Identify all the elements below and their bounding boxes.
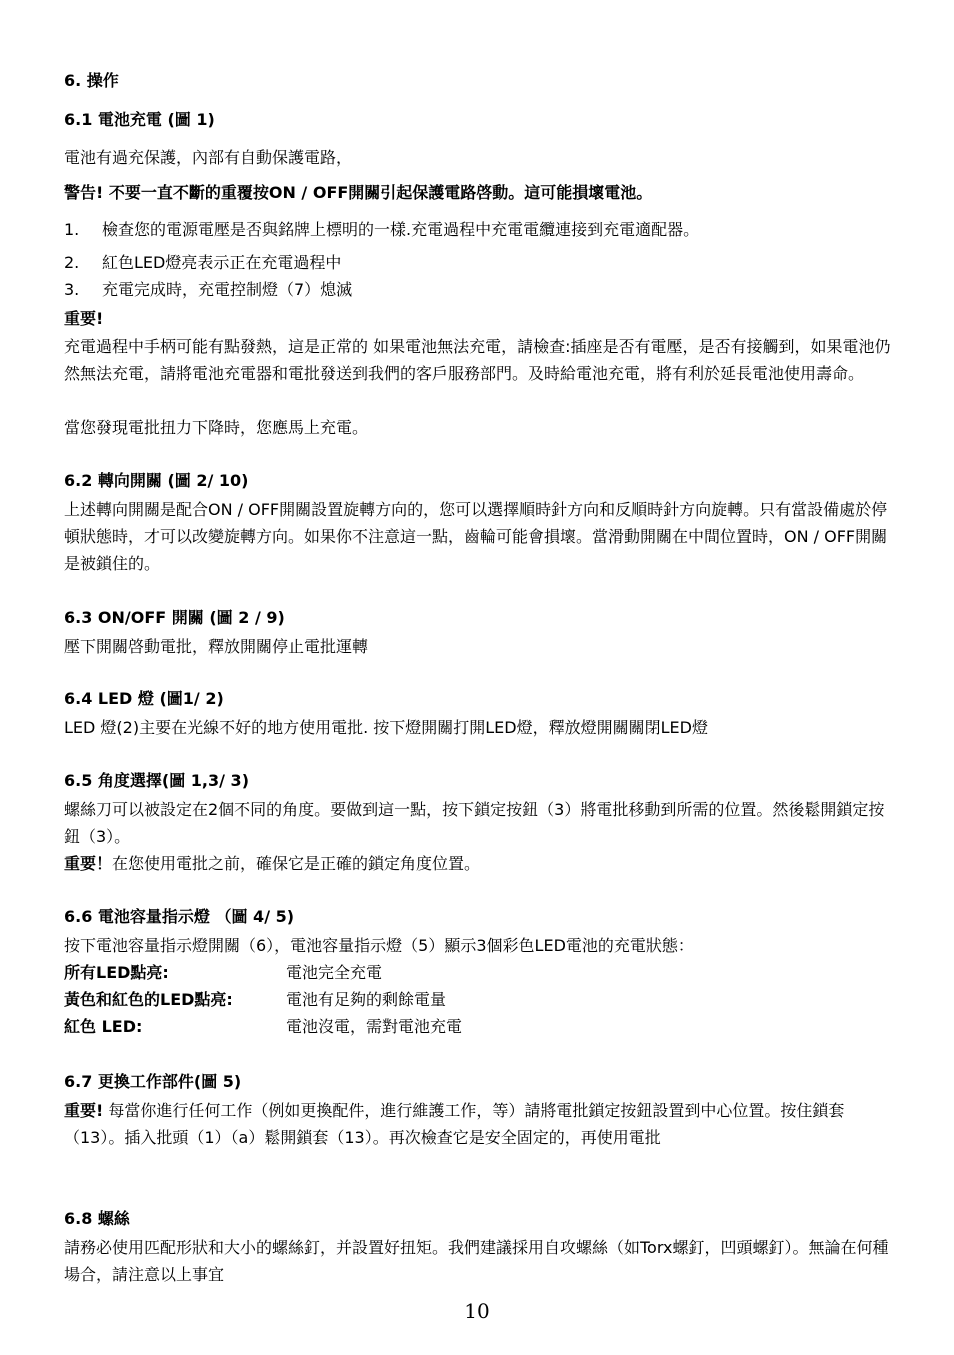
step-text: 檢查您的電源電壓是否與銘牌上標明的一樣.充電過程中充電電纜連接到充電適配器。: [102, 220, 700, 239]
status-value: 電池沒電，需對電池充電: [286, 1017, 463, 1036]
important-text: 每當你進行任何工作（例如更換配件，進行維護工作，等）請將電批鎖定按鈕設置到中心位置。按住鎖套（13）。插入批頭（1）（a）鬆開鎖套（13）。再次檢查它是安全固定的，再使用電批: [64, 1101, 845, 1147]
status-label: 紅色 LED:: [64, 1017, 143, 1036]
section-6-8-text: 請務必使用匹配形狀和大小的螺絲釘，并設置好扭矩。我們建議採用自攻螺絲（如Torx螺釘，凹頭螺釘）。無論在何種場合，請注意以上事宜: [64, 1238, 889, 1284]
section-6-4-text: LED 燈(2)主要在光線不好的地方使用電批. 按下燈開關打開LED燈，釋放燈開關關閉LED燈: [64, 718, 708, 737]
step-number: 1.: [64, 220, 80, 239]
section-6-7-text: [64, 1097, 894, 1151]
section-6-title: 6. 操作: [64, 71, 119, 90]
section-6-5-title: 6.5 角度選擇(圖 1,3/ 3): [64, 771, 250, 790]
battery-status-row: [64, 986, 894, 1013]
important-label: 重要!: [64, 309, 104, 328]
section-6-1-title: 6.1 電池充電 (圖 1): [64, 110, 215, 129]
section-6-1-intro: 電池有過充保護，內部有自動保護電路，: [64, 148, 353, 167]
status-value: 電池有足夠的剩餘電量: [286, 990, 447, 1009]
section-6-4-title: 6.4 LED 燈 (圖1/ 2): [64, 689, 224, 708]
step-text: 紅色LED燈亮表示正在充電過程中: [102, 253, 342, 272]
important-paragraph: 充電過程中手柄可能有點發熱，這是正常的 如果電池無法充電，請檢查:插座是否有電壓，是否有接觸到，如果電池仍然無法充電，請將電池充電器和電批發送到我們的客戶服務部門。及時給電池充電，將有利於延長電池使用壽命。: [64, 337, 891, 383]
section-6-2-title: 6.2 轉向開關 (圖 2/ 10): [64, 471, 249, 490]
status-label: 所有LED點亮:: [64, 963, 169, 982]
status-value: 電池完全充電: [286, 963, 383, 982]
battery-status-row: [64, 1013, 894, 1040]
section-6-7-title: 6.7 更換工作部件(圖 5): [64, 1072, 242, 1091]
step-number: 3.: [64, 280, 80, 299]
charge-step-2: [64, 251, 894, 275]
warning-text: 警告! 不要一直不斷的重覆按ON / OFF開關引起保護電路啓動。這可能損壞電池。: [64, 183, 653, 202]
section-6-5-text: 螺絲刀可以被設定在2個不同的角度。要做到這一點，按下鎖定按鈕（3）將電批移動到所需的位置。然後鬆開鎖定按鈕（3）。: [64, 800, 885, 846]
important-label: 重要！: [64, 854, 113, 873]
page-number: 10: [464, 1299, 490, 1323]
important-label: 重要!: [64, 1101, 104, 1120]
section-6-5-important: [64, 850, 894, 877]
section-6-3-text: 壓下開關啓動電批，釋放開關停止電批運轉: [64, 637, 369, 656]
charging-tip: 當您發現電批扭力下降時，您應馬上充電。: [64, 418, 369, 437]
charge-step-3: [64, 278, 894, 302]
section-6-3-title: 6.3 ON/OFF 開關 (圖 2 / 9): [64, 608, 285, 627]
charge-step-1: [64, 218, 894, 242]
step-number: 2.: [64, 253, 80, 272]
important-text: 在您使用電批之前，確保它是正確的鎖定角度位置。: [112, 854, 481, 873]
battery-status-table: [64, 959, 894, 1040]
section-6-2-text: 上述轉向開關是配合ON / OFF開關設置旋轉方向的，您可以選擇順時針方向和反順時針方向旋轉。只有當設備處於停頓狀態時，才可以改變旋轉方向。如果你不注意這一點，齒輪可能會損壞。當滑動開關在中間位置時，ON / OFF開關是被鎖住的。: [64, 500, 888, 573]
section-6-6-title: 6.6 電池容量指示燈 （圖 4/ 5): [64, 907, 295, 926]
step-text: 充電完成時，充電控制燈（7）熄滅: [102, 280, 353, 299]
section-6-6-text: 按下電池容量指示燈開關（6），電池容量指示燈（5）顯示3個彩色LED電池的充電狀態：: [64, 936, 694, 955]
battery-status-row: [64, 959, 894, 986]
section-6-8-title: 6.8 螺絲: [64, 1209, 130, 1228]
status-label: 黃色和紅色的LED點亮:: [64, 990, 233, 1009]
